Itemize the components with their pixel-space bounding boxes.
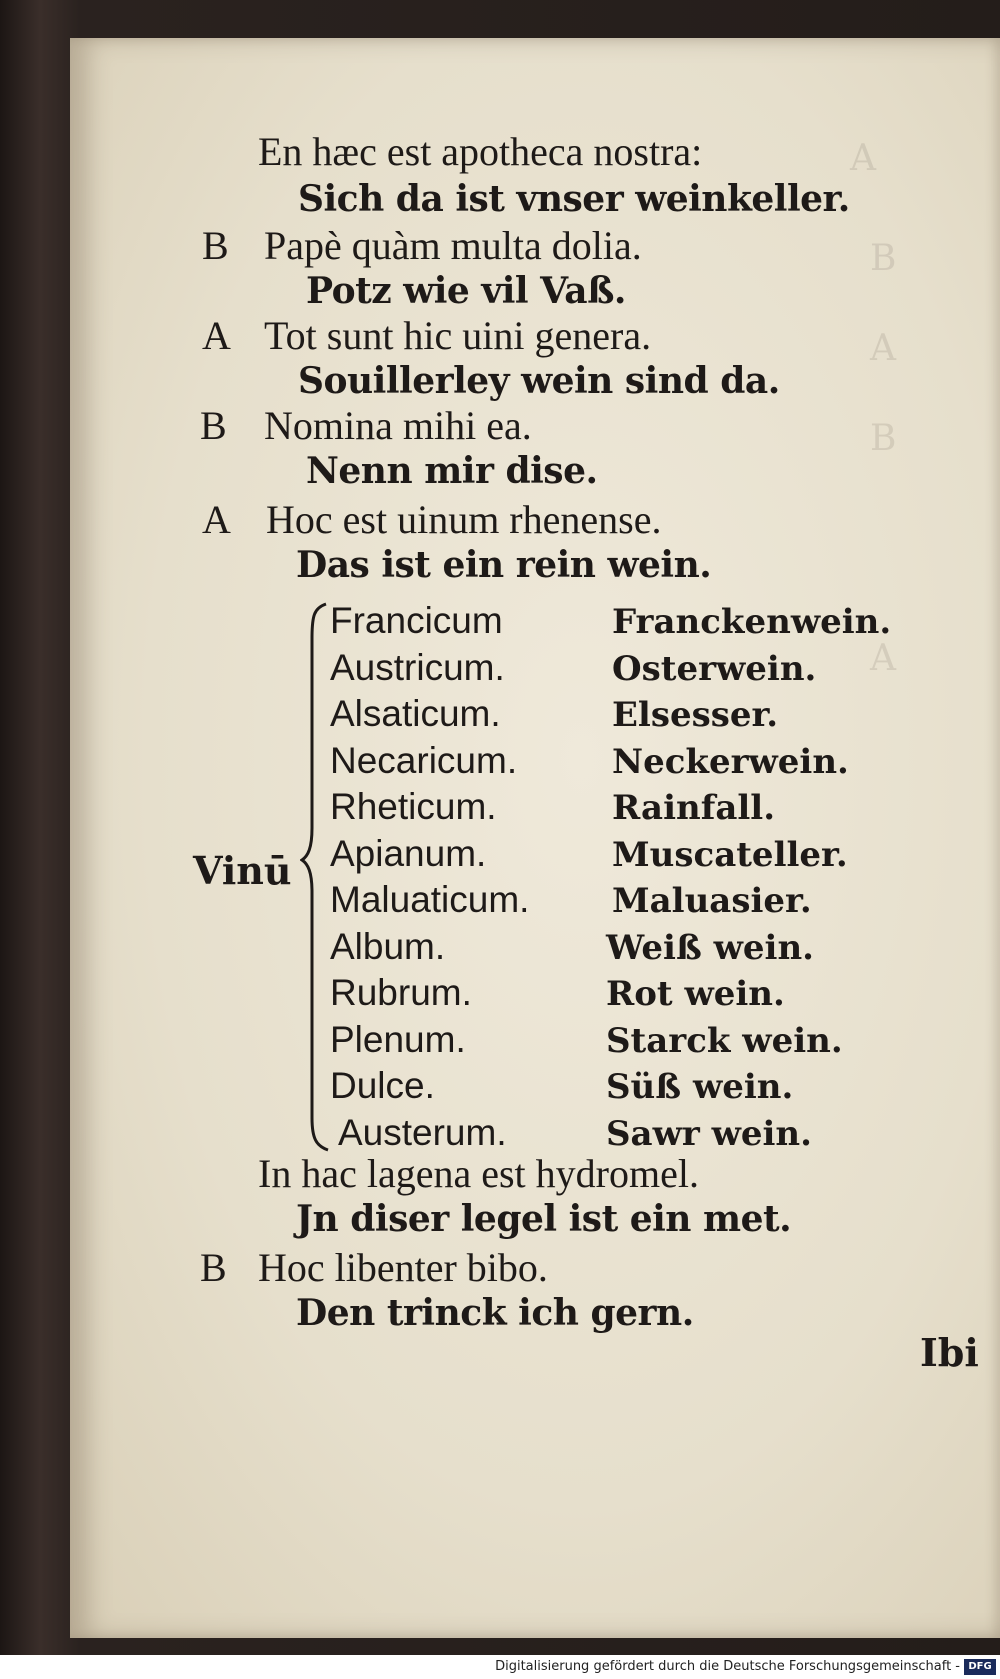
german-line: Nenn mir dise. bbox=[306, 450, 598, 492]
speaker-label: B bbox=[200, 403, 227, 448]
speaker-label: B bbox=[200, 1245, 227, 1290]
latin-line: Hoc est uinum rhenense. bbox=[266, 497, 662, 542]
wine-german: Maluasier. bbox=[612, 881, 812, 921]
wine-german: Rainfall. bbox=[612, 788, 776, 828]
footer-credit: Digitalisierung gefördert durch die Deutsche Forschungsgemeinschaft - bbox=[0, 1655, 1000, 1679]
wine-german: Rot wein. bbox=[606, 974, 785, 1014]
bleed-through: A bbox=[870, 638, 896, 679]
wine-latin: Dulce. bbox=[330, 1065, 435, 1106]
speaker-label: A bbox=[202, 313, 231, 358]
wine-latin: Austerum. bbox=[338, 1112, 507, 1153]
speaker-label: B bbox=[202, 223, 229, 268]
dfg-logo: DFG bbox=[964, 1659, 996, 1675]
german-line: Jn diser legel ist ein met. bbox=[296, 1198, 792, 1240]
wine-latin: Album. bbox=[330, 926, 446, 967]
latin-line: In hac lagena est hydromel. bbox=[258, 1151, 699, 1196]
wine-brace bbox=[300, 598, 334, 1158]
bleed-through: B bbox=[870, 238, 897, 279]
german-line: Potz wie vil Vaß. bbox=[306, 270, 626, 312]
wine-latin: Apianum. bbox=[330, 833, 487, 874]
wine-german: Weiß wein. bbox=[606, 928, 815, 968]
latin-line: Nomina mihi ea. bbox=[264, 403, 532, 448]
wine-german: Franckenwein. bbox=[612, 602, 892, 642]
bleed-through: A bbox=[850, 138, 876, 179]
latin-line: Tot sunt hic uini genera. bbox=[264, 313, 652, 358]
german-line: Das ist ein rein wein. bbox=[296, 544, 712, 586]
wine-latin: Austricum. bbox=[330, 647, 505, 688]
wine-german: Osterwein. bbox=[612, 649, 817, 689]
german-line: Souillerley wein sind da. bbox=[298, 360, 780, 402]
wine-latin: Francicum bbox=[330, 600, 503, 641]
german-line: Sich da ist vnser weinkeller. bbox=[298, 178, 850, 220]
wine-german: Neckerwein. bbox=[612, 742, 849, 782]
latin-line: Papè quàm multa dolia. bbox=[264, 223, 642, 268]
wine-german: Sawr wein. bbox=[606, 1114, 812, 1154]
latin-line: En hæc est apotheca nostra: bbox=[258, 129, 703, 174]
wine-latin: Rubrum. bbox=[330, 972, 472, 1013]
wine-latin: Necaricum. bbox=[330, 740, 518, 781]
bleed-through: A bbox=[870, 328, 896, 369]
wine-latin: Maluaticum. bbox=[330, 879, 530, 920]
wine-latin: Rheticum. bbox=[330, 786, 497, 827]
wine-german: Elsesser. bbox=[612, 695, 779, 735]
bleed-through: B bbox=[870, 418, 897, 459]
catchword: Ibi bbox=[920, 1330, 979, 1375]
wine-german: Muscateller. bbox=[612, 835, 848, 875]
wine-latin: Alsaticum. bbox=[330, 693, 501, 734]
latin-line: Hoc libenter bibo. bbox=[258, 1245, 548, 1290]
wine-latin: Plenum. bbox=[330, 1019, 466, 1060]
wine-german: Süß wein. bbox=[606, 1067, 794, 1107]
wine-group-label: Vinū bbox=[193, 848, 292, 893]
speaker-label: A bbox=[202, 497, 231, 542]
german-line: Den trinck ich gern. bbox=[296, 1292, 694, 1334]
wine-german: Starck wein. bbox=[606, 1021, 843, 1061]
